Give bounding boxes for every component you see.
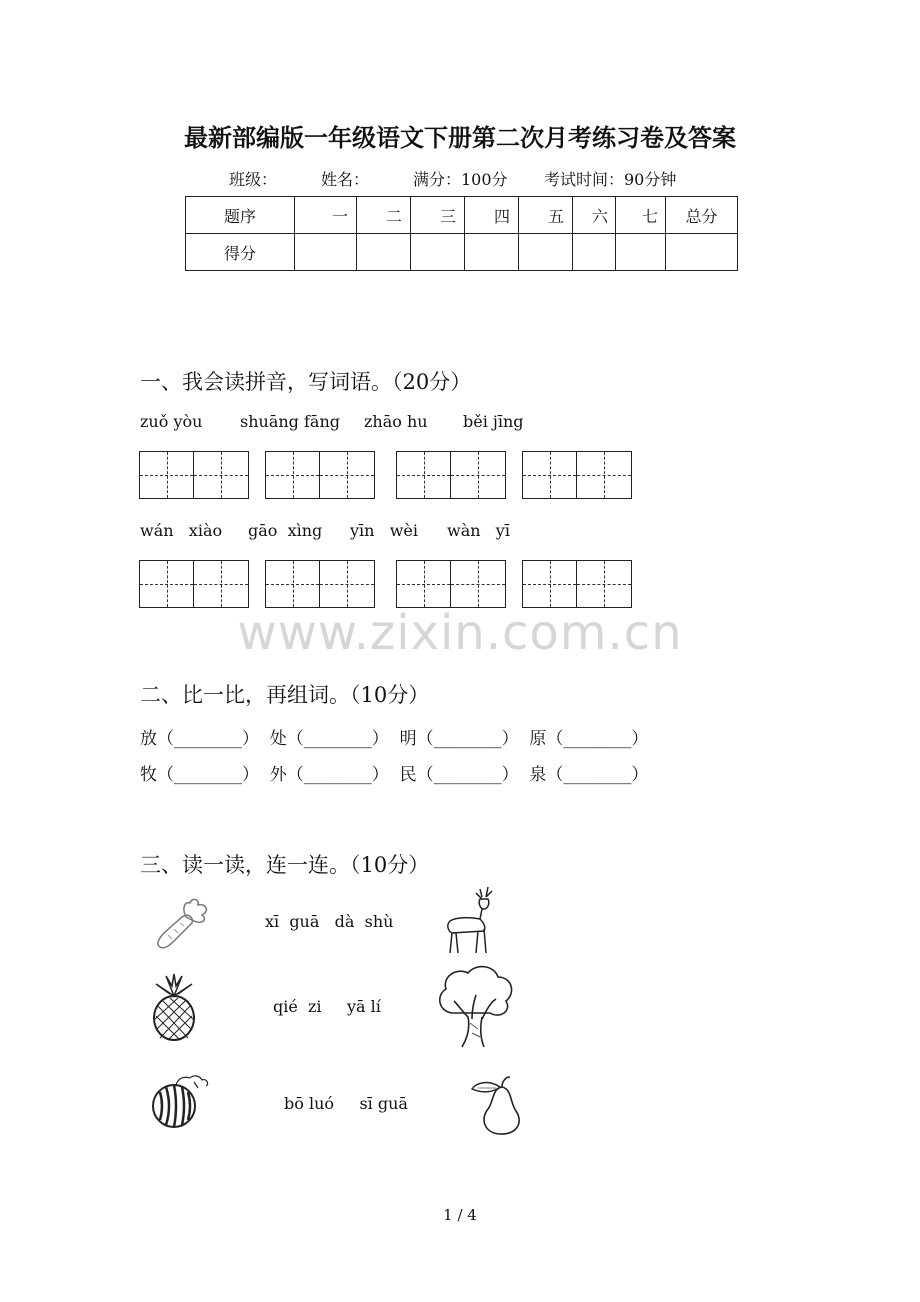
- grid-cell[interactable]: [396, 560, 451, 608]
- carrot-icon[interactable]: [152, 895, 214, 953]
- pinyin-label: xī guā dà shù: [265, 912, 394, 931]
- class-label: 班级：: [229, 170, 278, 189]
- grid-cell[interactable]: [451, 451, 506, 499]
- score-cell[interactable]: [666, 234, 738, 271]
- watermelon-icon[interactable]: [150, 1072, 212, 1132]
- pinyin-label: qié zi yā lí: [273, 997, 381, 1016]
- exam-time: 考试时间：90分钟: [544, 170, 677, 189]
- writing-grid[interactable]: [396, 560, 506, 610]
- table-cell: 三: [411, 197, 465, 234]
- score-cell[interactable]: [357, 234, 411, 271]
- table-cell: 一: [295, 197, 357, 234]
- writing-grid[interactable]: [522, 560, 632, 610]
- grid-cell[interactable]: [577, 560, 632, 608]
- table-cell: 二: [357, 197, 411, 234]
- writing-grid[interactable]: [265, 560, 375, 610]
- writing-grid[interactable]: [265, 451, 375, 501]
- grid-cell[interactable]: [139, 451, 194, 499]
- grid-cell[interactable]: [139, 560, 194, 608]
- pinyin-label: bō luó sī guā: [284, 1094, 408, 1113]
- section2-heading: 二、比一比，再组词。（10分）: [140, 683, 430, 707]
- pinyin-label: yīn wèi: [350, 521, 418, 540]
- score-table: [185, 196, 738, 271]
- pear-icon[interactable]: [468, 1073, 530, 1137]
- table-cell: 七: [616, 197, 666, 234]
- score-table-header-row: [186, 197, 738, 234]
- score-cell[interactable]: [573, 234, 616, 271]
- grid-cell[interactable]: [396, 451, 451, 499]
- score-cell[interactable]: [616, 234, 666, 271]
- score-table-score-row: [186, 234, 738, 271]
- pinyin-label: zuǒ yòu: [140, 412, 203, 431]
- table-cell: 总分: [666, 197, 738, 234]
- watermark: www.zixin.com.cn: [237, 605, 683, 661]
- table-cell: 四: [465, 197, 519, 234]
- table-cell: 五: [519, 197, 573, 234]
- word-building-line[interactable]: 放（________） 处（________） 明（________） 原（________）: [140, 729, 649, 749]
- pinyin-label: zhāo hu: [364, 412, 428, 431]
- pineapple-icon[interactable]: [148, 972, 200, 1042]
- grid-cell[interactable]: [320, 560, 375, 608]
- full-score: 满分：100分: [413, 170, 508, 189]
- score-cell[interactable]: [465, 234, 519, 271]
- writing-grid[interactable]: [522, 451, 632, 501]
- grid-cell[interactable]: [194, 451, 249, 499]
- deer-icon[interactable]: [440, 885, 502, 957]
- grid-cell[interactable]: [265, 451, 320, 499]
- grid-cell[interactable]: [522, 560, 577, 608]
- section3-heading: 三、读一读，连一连。（10分）: [140, 853, 430, 877]
- pinyin-label: gāo xìng: [248, 521, 323, 540]
- table-cell: 得分: [186, 234, 295, 271]
- section1-heading: 一、我会读拼音，写词语。（20分）: [140, 370, 472, 394]
- writing-grid[interactable]: [139, 451, 249, 501]
- page-title: 最新部编版一年级语文下册第二次月考练习卷及答案: [184, 123, 736, 152]
- pinyin-label: běi jīng: [463, 412, 524, 431]
- pinyin-label: shuāng fāng: [240, 412, 340, 431]
- table-cell: 题序: [186, 197, 295, 234]
- grid-cell[interactable]: [577, 451, 632, 499]
- score-cell[interactable]: [295, 234, 357, 271]
- writing-grid[interactable]: [139, 560, 249, 610]
- grid-cell[interactable]: [194, 560, 249, 608]
- name-label: 姓名：: [321, 170, 370, 189]
- grid-cell[interactable]: [451, 560, 506, 608]
- word-building-line[interactable]: 牧（________） 外（________） 民（________） 泉（________）: [140, 765, 649, 785]
- tree-icon[interactable]: [432, 963, 518, 1049]
- pinyin-label: wán xiào: [140, 521, 223, 540]
- pinyin-label: wàn yī: [447, 521, 510, 540]
- grid-cell[interactable]: [522, 451, 577, 499]
- score-cell[interactable]: [411, 234, 465, 271]
- score-cell[interactable]: [519, 234, 573, 271]
- page-number: 1 / 4: [443, 1206, 477, 1224]
- table-cell: 六: [573, 197, 616, 234]
- grid-cell[interactable]: [265, 560, 320, 608]
- writing-grid[interactable]: [396, 451, 506, 501]
- grid-cell[interactable]: [320, 451, 375, 499]
